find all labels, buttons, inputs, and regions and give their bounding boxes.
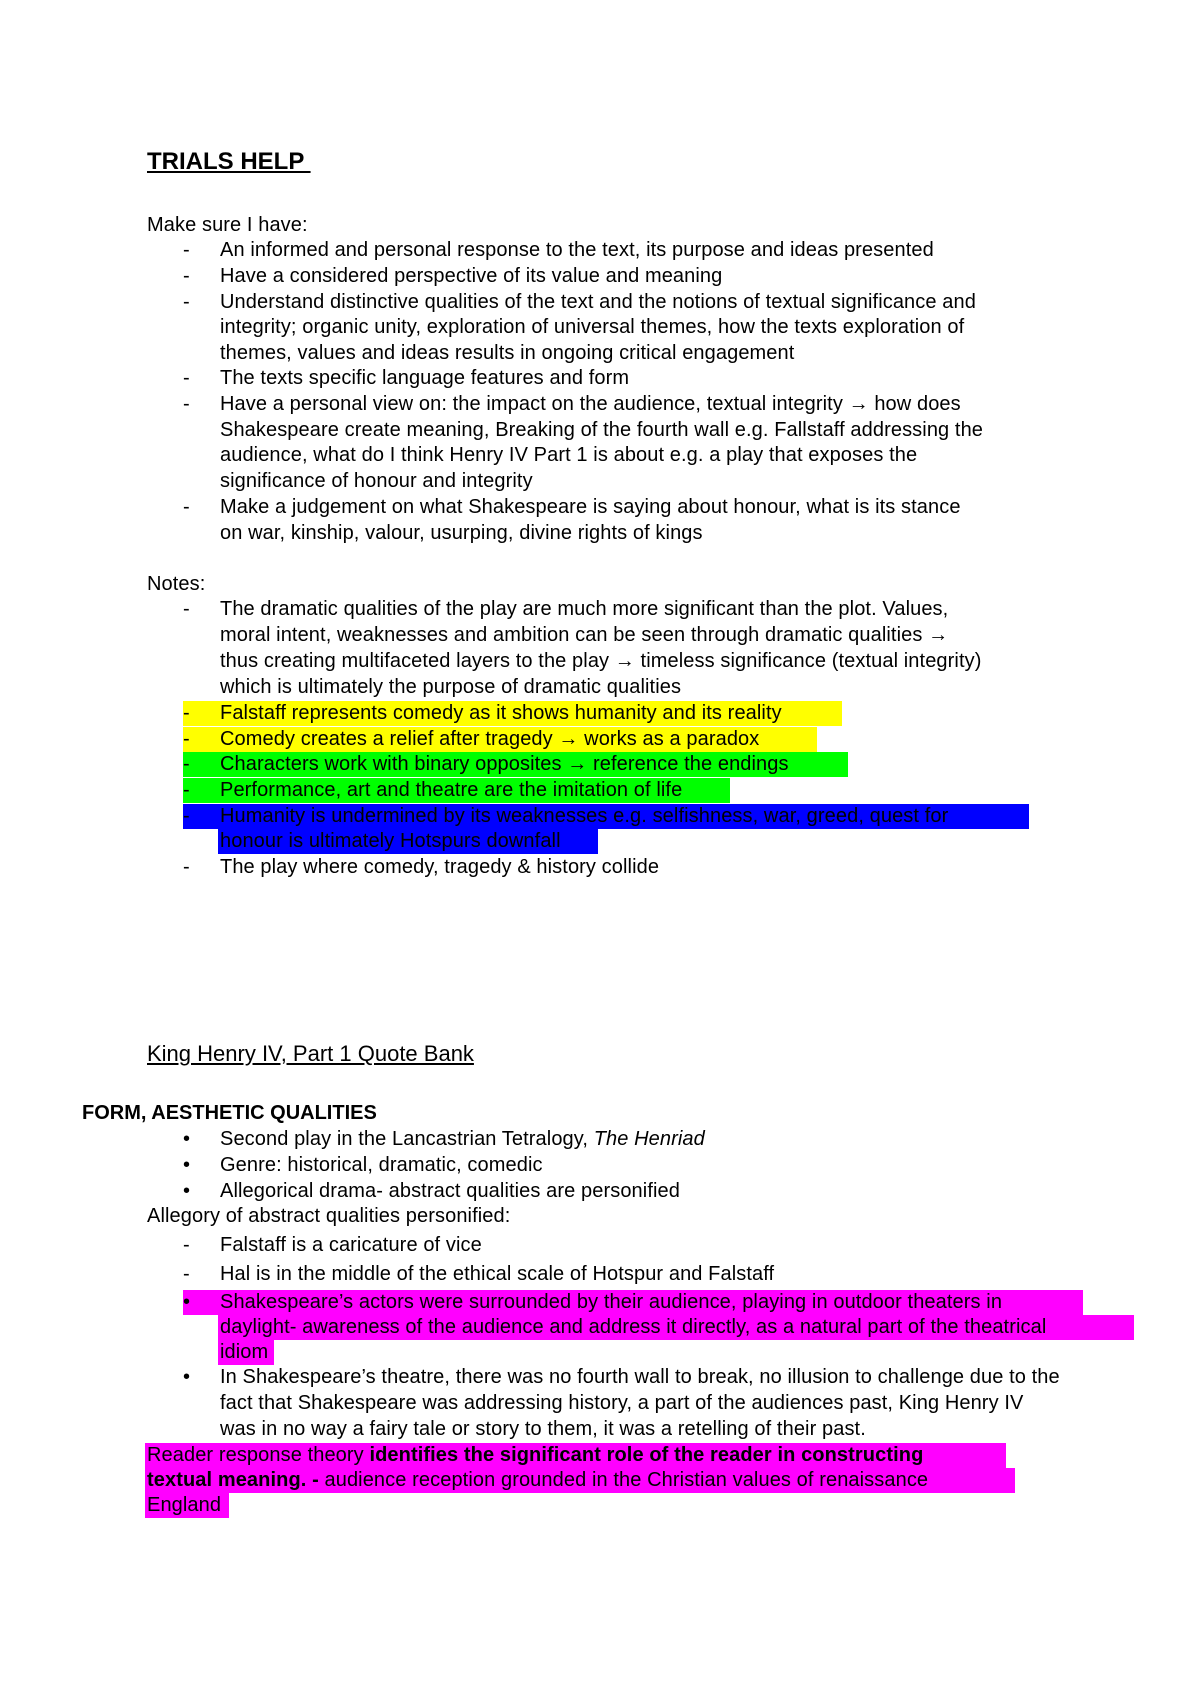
notes-item-highlight: Humanity is undermined by its weaknesses e.g. selfishness, war, greed, quest for <box>220 805 949 827</box>
allegory-item: In Shakespeare’s theatre, there was no fourth wall to break, no illusion to challenge due to the <box>220 1366 1060 1388</box>
make-sure-item-cont: integrity; organic unity, exploration of universal themes, how the texts exploration of <box>220 316 965 338</box>
dash-marker: - <box>183 856 190 878</box>
allegory-item-cont: was in no way a fairy tale or story to them, it was a retelling of their past. <box>220 1418 866 1440</box>
notes-item-highlight: Falstaff represents comedy as it shows humanity and its reality <box>220 702 782 724</box>
allegory-item-highlight-cont: idiom <box>220 1341 269 1363</box>
notes-item-highlight: Characters work with binary opposites → reference the endings <box>220 753 789 775</box>
bullet-marker: • <box>183 1291 191 1313</box>
make-sure-item-cont: on war, kinship, valour, usurping, divine rights of kings <box>220 522 703 544</box>
allegory-item-cont: fact that Shakespeare was addressing history, a part of the audiences past, King Henry IV <box>220 1392 1024 1414</box>
dash-marker: - <box>183 1263 190 1285</box>
dash-marker: - <box>183 753 190 775</box>
dash-marker: - <box>183 779 190 801</box>
make-sure-item: Have a considered perspective of its value and meaning <box>220 265 723 287</box>
notes-item: The play where comedy, tragedy & history collide <box>220 856 660 878</box>
reader-response-line1 <box>147 1443 923 1468</box>
allegory-item-highlight-cont: daylight- awareness of the audience and address it directly, as a natural part of the theatrical <box>220 1316 1047 1338</box>
reader-response-text: audience reception grounded in the Christian values of renaissance <box>324 1469 929 1491</box>
allegory-item-highlight: Shakespeare’s actors were surrounded by their audience, playing in outdoor theaters in <box>220 1291 1003 1313</box>
dash-marker: - <box>183 367 190 389</box>
dash-marker: - <box>183 239 190 261</box>
make-sure-item: An informed and personal response to the text, its purpose and ideas presented <box>220 239 934 261</box>
notes-item-highlight-cont: honour is ultimately Hotspurs downfall <box>220 830 561 852</box>
form-bullet: Genre: historical, dramatic, comedic <box>220 1154 543 1176</box>
bullet-marker: • <box>183 1180 191 1202</box>
bullet-marker: • <box>183 1366 191 1388</box>
quote-bank-title: King Henry IV, Part 1 Quote Bank <box>147 1041 474 1066</box>
dash-marker: - <box>183 393 190 415</box>
dash-marker: - <box>183 805 190 827</box>
make-sure-item-cont: themes, values and ideas results in ongoing critical engagement <box>220 342 795 364</box>
make-sure-item-cont: significance of honour and integrity <box>220 470 533 492</box>
reader-response-bold: textual meaning. - <box>147 1469 325 1491</box>
form-bullet: Allegorical drama- abstract qualities are personified <box>220 1180 680 1202</box>
notes-intro: Notes: <box>147 573 206 595</box>
make-sure-item-cont: Shakespeare create meaning, Breaking of the fourth wall e.g. Fallstaff addressing the <box>220 419 984 441</box>
form-bullet <box>220 1127 705 1152</box>
dash-marker: - <box>183 598 190 620</box>
page-title: TRIALS HELP <box>147 148 311 175</box>
dash-marker: - <box>183 265 190 287</box>
dash-marker: - <box>183 1234 190 1256</box>
reader-response-text: Reader response theory <box>147 1444 370 1466</box>
notes-item-highlight: Performance, art and theatre are the imitation of life <box>220 779 683 801</box>
reader-response-line3: England <box>147 1494 222 1516</box>
allegory-item: Falstaff is a caricature of vice <box>220 1234 482 1256</box>
make-sure-item: Make a judgement on what Shakespeare is saying about honour, what is its stance <box>220 496 961 518</box>
make-sure-item-cont: audience, what do I think Henry IV Part 1 is about e.g. a play that exposes the <box>220 444 918 466</box>
make-sure-item: The texts specific language features and form <box>220 367 630 389</box>
make-sure-intro: Make sure I have: <box>147 214 308 236</box>
bullet-marker: • <box>183 1154 191 1176</box>
reader-response-line2 <box>147 1468 928 1493</box>
form-bullet-italic: The Henriad <box>593 1128 705 1150</box>
dash-marker: - <box>183 702 190 724</box>
make-sure-item: Understand distinctive qualities of the text and the notions of textual significance and <box>220 291 976 313</box>
dash-marker: - <box>183 728 190 750</box>
allegory-intro: Allegory of abstract qualities personified: <box>147 1205 511 1227</box>
notes-item-cont: thus creating multifaceted layers to the play → timeless significance (textual integrity) <box>220 650 982 672</box>
reader-response-bold: identifies the significant role of the reader in constructing <box>369 1444 924 1466</box>
form-bullet-text: Second play in the Lancastrian Tetralogy, <box>220 1128 594 1150</box>
dash-marker: - <box>183 496 190 518</box>
form-section-heading: FORM, AESTHETIC QUALITIES <box>82 1102 377 1124</box>
notes-item: The dramatic qualities of the play are much more significant than the plot. Values, <box>220 598 949 620</box>
notes-item-highlight: Comedy creates a relief after tragedy → works as a paradox <box>220 728 760 750</box>
dash-marker: - <box>183 291 190 313</box>
notes-item-cont: which is ultimately the purpose of dramatic qualities <box>220 676 682 698</box>
make-sure-item: Have a personal view on: the impact on the audience, textual integrity → how does <box>220 393 961 415</box>
bullet-marker: • <box>183 1128 191 1150</box>
allegory-item: Hal is in the middle of the ethical scale of Hotspur and Falstaff <box>220 1263 775 1285</box>
notes-item-cont: moral intent, weaknesses and ambition can be seen through dramatic qualities → <box>220 624 949 646</box>
